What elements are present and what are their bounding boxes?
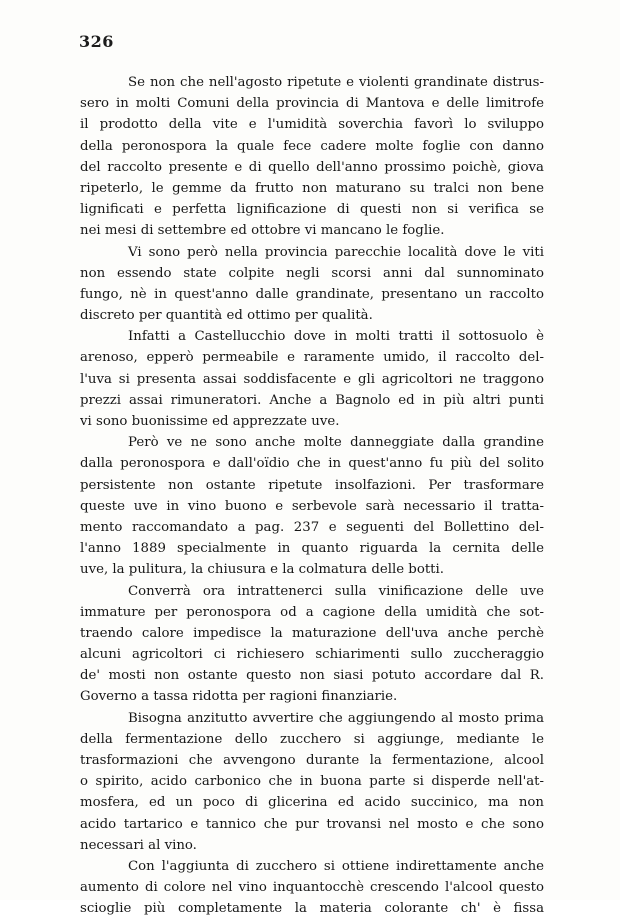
text-line: Però ve ne sono anche molte danneggiate dalla grandine [128,435,544,451]
text-line: il prodotto della vite e l'umidità soverchia favorì lo sviluppo [80,117,544,133]
text-line: o spirito, acido carbonico che in buona parte si disperde nell'at- [80,774,544,790]
text-line: nei mesi di settembre ed ottobre vi mancano le foglie. [80,223,445,239]
text-line: Bisogna anzitutto avvertire che aggiungendo al mosto prima [128,710,544,726]
text-line: mosfera, ed un poco di glicerina ed acido succinico, ma non [80,795,544,811]
text-line: uve, la pulitura, la chiusura e la colmatura delle botti. [80,562,444,578]
text-line: scioglie più completamente la materia colorante ch' è fissa [80,901,544,917]
text-line: discreto per quantità ed ottimo per qualità. [80,308,373,324]
text-line: Infatti a Castellucchio dove in molti tratti il sottosuolo è [128,329,544,345]
text-line: persistente non ostante ripetute insolfazioni. Per trasformare [80,477,544,493]
text-line: aumento di colore nel vino inquantocchè crescendo l'alcool questo [80,880,544,896]
page-number: 326 [79,32,114,51]
text-line: lignificati e perfetta lignificazione di questi non si verifica se [80,202,544,218]
text-line: immature per peronospora od a cagione della umidità che sot- [80,604,544,620]
text-line: sero in molti Comuni della provincia di Mantova e delle limitrofe [80,96,544,112]
text-line: mento raccomandato a pag. 237 e seguenti del Bollettino del- [80,519,544,535]
text-line: prezzi assai rimuneratori. Anche a Bagnolo ed in più altri punti [80,392,544,408]
text-line: del raccolto presente e di quello dell'anno prossimo poichè, giova [80,159,544,175]
text-line: acido tartarico e tannico che pur trovansi nel mosto e che sono [80,816,544,832]
body-text [80,72,544,920]
text-line: Converrà ora intrattenerci sulla vinificazione delle uve [128,583,544,599]
text-line: Con l'aggiunta di zucchero si ottiene indirettamente anche [128,858,544,874]
text-line: l'uva si presenta assai soddisfacente e gli agricoltori ne traggono [80,371,544,387]
text-line: Governo a tassa ridotta per ragioni finanziarie. [80,689,398,705]
text-line: della peronospora la quale fece cadere molte foglie con danno [80,138,544,154]
text-line: l'anno 1889 specialmente in quanto riguarda la cernita delle [80,541,544,557]
text-line: alcuni agricoltori ci richiesero schiarimenti sullo zuccheraggio [80,647,544,663]
text-line: Se non che nell'agosto ripetute e violenti grandinate distrus- [128,75,544,90]
text-line: trasformazioni che avvengono durante la fermentazione, alcool [80,753,544,768]
text-line: traendo calore impedisce la maturazione dell'uva anche perchè [80,625,544,641]
text-line: Vi sono però nella provincia parecchie località dove le viti [128,244,544,260]
text-line: vi sono buonissime ed apprezzate uve. [80,414,340,429]
text-line: dalla peronospora e dall'oïdio che in quest'anno fu più del solito [80,456,544,472]
text-line: necessari al vino. [80,837,197,853]
text-line: ripeterlo, le gemme da frutto non maturano su tralci non bene [80,180,544,196]
text-line: fungo, nè in quest'anno dalle grandinate, presentano un raccolto [80,286,544,302]
text-line: de' mosti non ostante questo non siasi potuto accordare dal R. [80,668,544,684]
text-line: arenoso, epperò permeabile e raramente umido, il raccolto del- [80,350,544,366]
text-line: non essendo state colpite negli scorsi anni dal sunnominato [80,265,544,281]
text-line: queste uve in vino buono e serbevole sarà necessario il tratta- [80,498,544,514]
text-line: della fermentazione dello zucchero si aggiunge, mediante le [80,731,544,747]
